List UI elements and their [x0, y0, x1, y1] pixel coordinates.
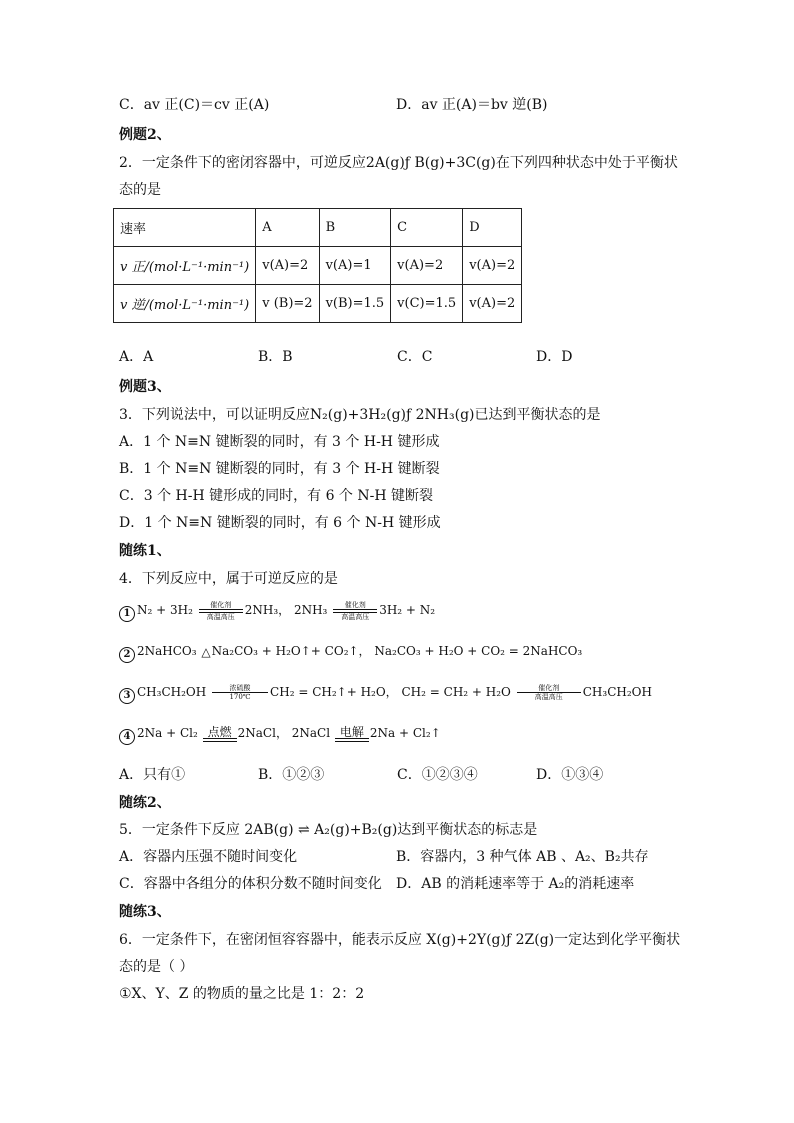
- drill1-choice-d: D．①③④: [536, 767, 604, 783]
- reaction-text: 2Na + Cl₂↑: [369, 726, 441, 740]
- drill3-question: 6．一定条件下，在密闭恒容容器中，能表示反应 X(g)+2Y(g)ƒ 2Z(g)一定达到化学平衡状: [119, 932, 681, 948]
- equals-condition: [203, 726, 237, 742]
- example3-option-b: B．1 个 N≡N 键断裂的同时，有 3 个 H-H 键断裂: [119, 461, 440, 477]
- example2-choice-d: D．D: [536, 349, 573, 365]
- condition-top: 点燃: [207, 724, 232, 739]
- table-cell: B: [319, 209, 391, 247]
- reaction-text: Na₂CO₃ + H₂O↑+ CO₂↑， Na₂CO₃ + H₂O + CO₂ = 2NaHCO₃: [211, 644, 583, 658]
- circled-number: 3: [119, 688, 135, 704]
- condition-top: 催化剂: [210, 600, 232, 609]
- condition-bottom: 高温高压: [341, 612, 370, 621]
- condition-top: 催化剂: [344, 600, 366, 609]
- table-cell: D: [463, 209, 522, 247]
- reaction-1: [119, 600, 435, 622]
- table-cell: A: [256, 209, 319, 247]
- reaction-text: 3H₂ + N₂: [379, 603, 436, 617]
- reaction-text: CH₃CH₂OH: [137, 685, 207, 699]
- reaction-arrow: [517, 684, 581, 701]
- option-d-top: D．av 正(A)＝bv 逆(B): [396, 97, 548, 113]
- table-cell: v (B)=2: [256, 285, 319, 323]
- drill1-heading: 随练1、: [119, 543, 171, 559]
- example2-heading: 例题2、: [119, 127, 171, 143]
- arrow-line: [333, 609, 377, 610]
- circled-number: 2: [119, 647, 135, 663]
- reaction-text: CH₂ = CH₂↑+ H₂O， CH₂ = CH₂ + H₂O: [270, 685, 511, 699]
- rate-table: [113, 208, 522, 323]
- drill2-question: 5．一定条件下反应 2AB(g) ⇌ A₂(g)+B₂(g)达到平衡状态的标志是: [119, 822, 538, 838]
- drill2-option-a: A．容器内压强不随时间变化: [119, 849, 298, 865]
- condition-bottom: 高温高压: [206, 612, 235, 621]
- table-cell: v(A)=1: [319, 247, 391, 285]
- drill1-choice-c: C．①②③④: [397, 767, 478, 783]
- example2-choice-c: C．C: [397, 349, 433, 365]
- reaction-text: 2NaCl， 2NaCl: [237, 726, 331, 740]
- reaction-text: CH₃CH₂OH: [582, 685, 652, 699]
- drill3-item-1: ①X、Y、Z 的物质的量之比是 1：2：2: [119, 986, 365, 1002]
- reversible-arrow: [199, 601, 243, 621]
- condition-top: 催化剂: [538, 684, 560, 692]
- drill1-choice-a: A．只有①: [119, 767, 186, 783]
- table-cell: v(A)=2: [256, 247, 319, 285]
- reversible-arrow: [333, 601, 377, 621]
- table-row: [114, 285, 522, 323]
- drill2-option-b: B．容器内，3 种气体 AB 、A₂、B₂共存: [396, 849, 649, 865]
- example2-question: 2．一定条件下的密闭容器中，可逆反应2A(g)ƒ B(g)+3C(g)在下列四种状态中处于平衡状: [119, 155, 678, 171]
- circled-number: 1: [119, 606, 135, 622]
- drill2-option-c: C．容器中各组分的体积分数不随时间变化: [119, 876, 382, 892]
- drill2-heading: 随练2、: [119, 795, 171, 811]
- example3-option-c: C．3 个 H-H 键形成的同时，有 6 个 N-H 键断裂: [119, 488, 434, 504]
- option-c-top: C．av 正(C)＝cv 正(A): [119, 97, 270, 113]
- table-cell: C: [391, 209, 463, 247]
- condition-bottom: 170℃: [229, 693, 251, 701]
- heat-arrow: [201, 646, 210, 658]
- reaction-2: [119, 641, 582, 663]
- arrow-line: [199, 609, 243, 610]
- table-header-row: [114, 209, 522, 247]
- equals-condition: [335, 726, 369, 742]
- table-cell: v(C)=1.5: [391, 285, 463, 323]
- condition-bottom: 高温高压: [534, 693, 563, 701]
- condition-top: 电解: [339, 724, 364, 739]
- drill1-question: 4．下列反应中，属于可逆反应的是: [119, 571, 338, 587]
- example2-choice-b: B．B: [258, 349, 293, 365]
- table-cell: v 正/(mol·L⁻¹·min⁻¹): [114, 247, 256, 285]
- reaction-arrow: [212, 684, 268, 701]
- circled-number: 4: [119, 729, 135, 745]
- reaction-text: N₂ + 3H₂: [137, 603, 193, 617]
- table-cell: v(A)=2: [463, 285, 522, 323]
- reaction-text: 2NaHCO₃: [137, 644, 197, 658]
- drill3-heading: 随练3、: [119, 904, 171, 920]
- table-row: [114, 247, 522, 285]
- table-cell: v(A)=2: [463, 247, 522, 285]
- reaction-text: 2Na + Cl₂: [137, 726, 198, 740]
- reaction-3: [119, 682, 652, 704]
- example3-option-a: A．1 个 N≡N 键断裂的同时，有 3 个 H-H 键形成: [119, 434, 440, 450]
- table-cell: 速率: [114, 209, 256, 247]
- table-cell: v(A)=2: [391, 247, 463, 285]
- drill2-option-d: D．AB 的消耗速率等于 A₂的消耗速率: [396, 876, 635, 892]
- drill3-question-cont: 态的是（ ）: [119, 959, 194, 975]
- example2-question-cont: 态的是: [119, 182, 161, 198]
- example3-option-d: D．1 个 N≡N 键断裂的同时，有 6 个 N-H 键形成: [119, 515, 441, 531]
- reaction-4: [119, 723, 441, 745]
- drill1-choice-b: B．①②③: [258, 767, 325, 783]
- example3-heading: 例题3、: [119, 379, 171, 395]
- condition-top: 浓硫酸: [229, 684, 251, 692]
- reaction-text: 2NH₃， 2NH₃: [244, 603, 328, 617]
- condition-top: △: [201, 644, 211, 659]
- example3-question: 3．下列说法中，可以证明反应N₂(g)+3H₂(g)ƒ 2NH₃(g)已达到平衡状态的是: [119, 407, 601, 423]
- table-cell: v(B)=1.5: [319, 285, 391, 323]
- example2-choice-a: A．A: [119, 349, 154, 365]
- table-cell: v 逆/(mol·L⁻¹·min⁻¹): [114, 285, 256, 323]
